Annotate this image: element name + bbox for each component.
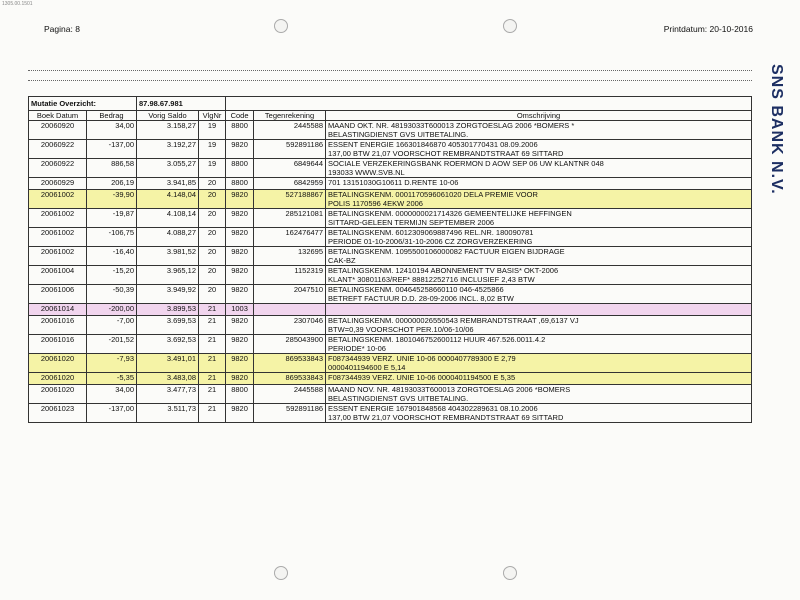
row-counter-account: 2307046 — [254, 316, 326, 335]
row-counter-account: 285043900 — [254, 335, 326, 354]
row-date: 20061006 — [29, 285, 87, 304]
description-line: MAAND OKT. NR. 48193033T600013 ZORGTOESLAG 2006 *BOMERS * — [328, 121, 575, 130]
row-prev-balance: 4.148,04 — [137, 190, 199, 209]
row-code: 1003 — [226, 304, 254, 316]
row-amount: -7,93 — [87, 354, 137, 373]
row-prev-balance: 3.477,73 — [137, 385, 199, 404]
col-header-date: Boek Datum — [29, 111, 87, 121]
table-row — [29, 121, 752, 140]
row-description — [326, 140, 752, 159]
row-counter-account: 2445588 — [254, 385, 326, 404]
description-line: BETALINGSKENM. 000000026550543 REMBRANDTSTRAAT ,69,6137 VJ — [328, 316, 579, 325]
row-description — [326, 121, 752, 140]
row-code: 9820 — [226, 335, 254, 354]
row-date: 20061002 — [29, 247, 87, 266]
table-row — [29, 304, 752, 316]
description-line: 193033 WWW.SVB.NL — [328, 168, 405, 177]
row-prev-balance: 3.699,53 — [137, 316, 199, 335]
dotted-divider — [28, 70, 752, 71]
table-row — [29, 159, 752, 178]
row-seq: 20 — [199, 285, 226, 304]
row-counter-account: 6842959 — [254, 178, 326, 190]
description-line: 0000401194600 E 5,14 — [328, 363, 406, 372]
description-line: SITTARD-GELEEN TERMIJN SEPTEMBER 2006 — [328, 218, 495, 227]
account-number: 87.98.67.981 — [137, 97, 226, 111]
row-amount: 34,00 — [87, 385, 137, 404]
row-counter-account: 2047510 — [254, 285, 326, 304]
description-line: BTW=0,39 VOORSCHOT PER.10/06-10/06 — [328, 325, 474, 334]
table-row — [29, 266, 752, 285]
row-seq: 20 — [199, 266, 226, 285]
document-id: 1305.00.1501 — [2, 1, 33, 7]
row-amount: -5,35 — [87, 373, 137, 385]
description-line: 701 13151030G10611 D.RENTE 10-06 — [328, 178, 459, 187]
table-row — [29, 190, 752, 209]
description-line: BETALINGSKENM. 1095500106000082 FACTUUR EIGEN BIJDRAGE — [328, 247, 565, 256]
row-description — [326, 159, 752, 178]
description-line — [328, 304, 749, 313]
row-date: 20060929 — [29, 178, 87, 190]
row-code: 8800 — [226, 159, 254, 178]
row-seq: 21 — [199, 354, 226, 373]
row-prev-balance: 3.192,27 — [137, 140, 199, 159]
row-date: 20060922 — [29, 159, 87, 178]
col-header-seq: VlgNr — [199, 111, 226, 121]
row-code: 8800 — [226, 385, 254, 404]
row-date: 20061016 — [29, 335, 87, 354]
punch-hole — [503, 566, 517, 580]
row-amount: -19,87 — [87, 209, 137, 228]
description-line: MAAND NOV. NR. 48193033T600013 ZORGTOESLAG 2006 *BOMERS — [328, 385, 571, 394]
row-amount: -106,75 — [87, 228, 137, 247]
row-prev-balance: 4.108,14 — [137, 209, 199, 228]
description-line: 137,00 BTW 21,07 VOORSCHOT REMBRANDTSTRAAT 69 SITTARD — [328, 413, 564, 422]
row-seq: 19 — [199, 140, 226, 159]
row-seq: 21 — [199, 335, 226, 354]
row-counter-account: 132695 — [254, 247, 326, 266]
row-date: 20061020 — [29, 373, 87, 385]
description-line: F087344939 VERZ. UNIE 10-06 0000401194500 E 5,35 — [328, 373, 516, 382]
transactions-table — [28, 96, 752, 423]
row-code: 9820 — [226, 354, 254, 373]
row-date: 20061002 — [29, 209, 87, 228]
row-seq: 21 — [199, 373, 226, 385]
row-amount: -200,00 — [87, 304, 137, 316]
description-line: 137,00 BTW 21,07 VOORSCHOT REMBRANDTSTRAAT 69 SITTARD — [328, 149, 564, 158]
row-date: 20061014 — [29, 304, 87, 316]
row-counter-account: 869533843 — [254, 373, 326, 385]
description-line: BETALINGSKENM. 0001170596061020 DELA PREMIE VOOR — [328, 190, 538, 199]
row-date: 20060920 — [29, 121, 87, 140]
row-seq: 20 — [199, 178, 226, 190]
row-prev-balance: 3.965,12 — [137, 266, 199, 285]
transactions-body — [29, 121, 752, 423]
row-code: 9820 — [226, 209, 254, 228]
description-line: SOCIALE VERZEKERINGSBANK ROERMON D AOW SEP 06 UW KLANTNR 048 — [328, 159, 604, 168]
punch-hole — [274, 566, 288, 580]
table-row — [29, 316, 752, 335]
row-prev-balance: 3.941,85 — [137, 178, 199, 190]
table-row — [29, 178, 752, 190]
row-description — [326, 285, 752, 304]
row-prev-balance: 4.088,27 — [137, 228, 199, 247]
row-code: 9820 — [226, 266, 254, 285]
row-amount: 206,19 — [87, 178, 137, 190]
description-line: F087344939 VERZ. UNIE 10-06 0000407789300 E 2,79 — [328, 354, 516, 363]
page-number: Pagina: 8 — [44, 24, 80, 34]
row-prev-balance: 3.491,01 — [137, 354, 199, 373]
row-prev-balance: 3.692,53 — [137, 335, 199, 354]
row-amount: -137,00 — [87, 140, 137, 159]
description-line: ESSENT ENERGIE 166301846870 405301770431 08.09.2006 — [328, 140, 538, 149]
row-code: 9820 — [226, 247, 254, 266]
table-row — [29, 373, 752, 385]
row-prev-balance: 3.511,73 — [137, 404, 199, 423]
row-code: 8800 — [226, 178, 254, 190]
description-line: BETREFT FACTUUR D.D. 28-09-2006 INCL. 8,02 BTW — [328, 294, 514, 303]
row-description — [326, 190, 752, 209]
row-description — [326, 247, 752, 266]
dotted-divider — [28, 80, 752, 81]
punch-hole — [274, 19, 288, 33]
row-counter-account: 592891186 — [254, 140, 326, 159]
row-date: 20061002 — [29, 190, 87, 209]
row-date: 20061002 — [29, 228, 87, 247]
row-seq: 19 — [199, 159, 226, 178]
col-header-description: Omschrijving — [326, 111, 752, 121]
row-seq: 19 — [199, 121, 226, 140]
row-date: 20061016 — [29, 316, 87, 335]
row-amount: -15,20 — [87, 266, 137, 285]
table-row — [29, 247, 752, 266]
row-prev-balance: 3.981,52 — [137, 247, 199, 266]
punch-hole — [503, 19, 517, 33]
row-date: 20060922 — [29, 140, 87, 159]
description-line: CAK-BZ — [328, 256, 356, 265]
row-counter-account: 592891186 — [254, 404, 326, 423]
table-row — [29, 285, 752, 304]
table-row — [29, 140, 752, 159]
row-code: 9820 — [226, 190, 254, 209]
row-amount: -7,00 — [87, 316, 137, 335]
row-counter-account: 1152319 — [254, 266, 326, 285]
row-counter-account: 285121081 — [254, 209, 326, 228]
row-counter-account: 869533843 — [254, 354, 326, 373]
row-amount: -39,90 — [87, 190, 137, 209]
table-row — [29, 404, 752, 423]
row-code: 9820 — [226, 140, 254, 159]
col-header-counter-account: Tegenrekening — [254, 111, 326, 121]
bank-logo-text: SNS BANK N.V. — [768, 64, 785, 195]
description-line: BELASTINGDIENST GVS UITBETALING. — [328, 394, 469, 403]
row-counter-account: 527188867 — [254, 190, 326, 209]
row-amount: -16,40 — [87, 247, 137, 266]
row-prev-balance: 3.899,53 — [137, 304, 199, 316]
description-line: KLANT* 30801163/REF* 88812252716 INCLUSIEF 2,43 BTW — [328, 275, 535, 284]
row-date: 20061020 — [29, 385, 87, 404]
row-description — [326, 178, 752, 190]
row-description — [326, 354, 752, 373]
row-description — [326, 304, 752, 316]
description-line: PERIODE 01-10-2006/31-10-2006 CZ ZORGVERZEKERING — [328, 237, 533, 246]
description-line: BELASTINGDIENST GVS UITBETALING. — [328, 130, 469, 139]
row-seq: 21 — [199, 316, 226, 335]
row-code: 9820 — [226, 285, 254, 304]
col-header-amount: Bedrag — [87, 111, 137, 121]
row-seq: 21 — [199, 404, 226, 423]
statement-title: Mutatie Overzicht: — [29, 97, 137, 111]
description-line: BETALINGSKENM. 6012309069887496 REL.NR. 180090781 — [328, 228, 534, 237]
row-counter-account: 162476477 — [254, 228, 326, 247]
col-header-code: Code — [226, 111, 254, 121]
row-amount: -50,39 — [87, 285, 137, 304]
row-seq: 20 — [199, 228, 226, 247]
row-code: 9820 — [226, 316, 254, 335]
description-line: BETALINGSKENM. 1801046752600112 HUUR 467.526.0011.4.2 — [328, 335, 546, 344]
row-code: 9820 — [226, 373, 254, 385]
row-amount: -137,00 — [87, 404, 137, 423]
row-seq: 20 — [199, 209, 226, 228]
col-header-prev-balance: Vorig Saldo — [137, 111, 199, 121]
description-line: BETALINGSKENM. 0000000021714326 GEMEENTELIJKE HEFFINGEN — [328, 209, 572, 218]
row-description — [326, 404, 752, 423]
row-seq: 21 — [199, 385, 226, 404]
row-description — [326, 266, 752, 285]
row-counter-account — [254, 304, 326, 316]
table-row — [29, 385, 752, 404]
row-amount: -201,52 — [87, 335, 137, 354]
row-description — [326, 316, 752, 335]
table-row — [29, 209, 752, 228]
row-date: 20061004 — [29, 266, 87, 285]
row-date: 20061023 — [29, 404, 87, 423]
row-date: 20061020 — [29, 354, 87, 373]
row-seq: 20 — [199, 247, 226, 266]
description-line: POLIS 1170596 4EKW 2006 — [328, 199, 423, 208]
row-prev-balance: 3.483,08 — [137, 373, 199, 385]
table-row — [29, 228, 752, 247]
row-prev-balance: 3.055,27 — [137, 159, 199, 178]
table-row — [29, 354, 752, 373]
description-line: BETALINGSKENM. 004645258660110 046-4525866 — [328, 285, 504, 294]
description-line: BETALINGSKENM. 12410194 ABONNEMENT TV BASIS* OKT-2006 — [328, 266, 559, 275]
row-code: 8800 — [226, 121, 254, 140]
row-seq: 20 — [199, 190, 226, 209]
table-row — [29, 335, 752, 354]
row-seq: 21 — [199, 304, 226, 316]
description-line: PERIODE* 10-06 — [328, 344, 386, 353]
row-code: 9820 — [226, 404, 254, 423]
row-description — [326, 335, 752, 354]
row-description — [326, 385, 752, 404]
row-description — [326, 373, 752, 385]
row-counter-account: 6849644 — [254, 159, 326, 178]
row-description — [326, 228, 752, 247]
row-prev-balance: 3.158,27 — [137, 121, 199, 140]
row-counter-account: 2445588 — [254, 121, 326, 140]
row-description — [326, 209, 752, 228]
row-prev-balance: 3.949,92 — [137, 285, 199, 304]
description-line: ESSENT ENERGIE 167901848568 404302289631 08.10.2006 — [328, 404, 538, 413]
print-date: Printdatum: 20-10-2016 — [663, 24, 753, 34]
row-amount: 34,00 — [87, 121, 137, 140]
row-amount: 886,58 — [87, 159, 137, 178]
row-code: 9820 — [226, 228, 254, 247]
